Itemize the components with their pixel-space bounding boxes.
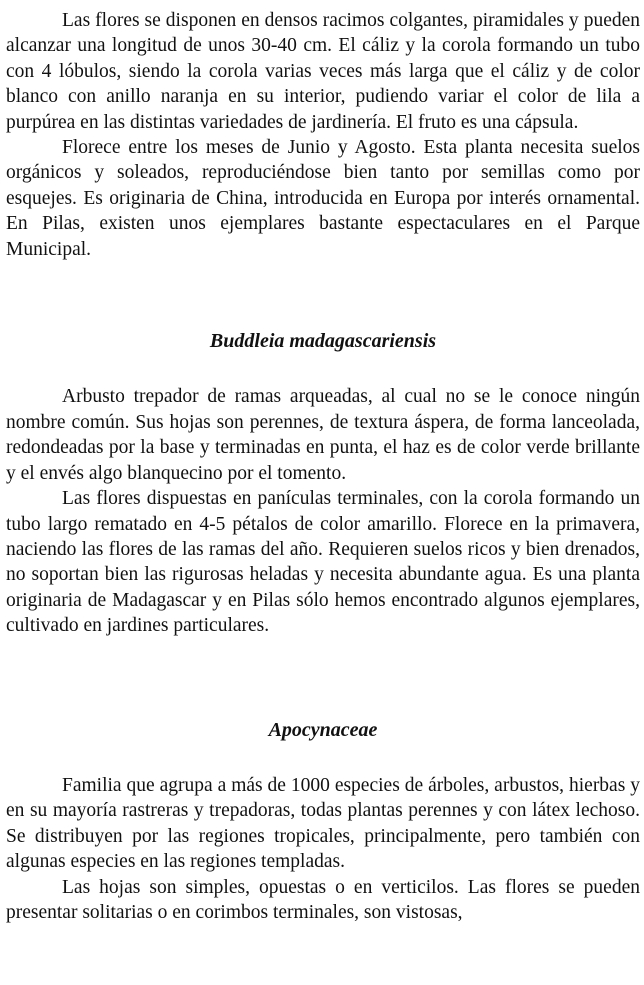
- body-paragraph: Las hojas son simples, opuestas o en verticilos. Las flores se pueden presentar solitarias o en corimbos terminales, son vistosas,: [6, 876, 640, 923]
- section-heading: Buddleia madagascariensis: [209, 330, 437, 353]
- document-page: [6, 8, 640, 925]
- body-paragraph: Familia que agrupa a más de 1000 especies de árboles, arbustos, hierbas y en su mayoría rastreras y trepadoras, todas plantas perennes y con látex lechoso. Se distribuyen por las regiones tropicales, principalmente, pero también con algunas especies en las regiones templadas.: [6, 774, 640, 873]
- body-paragraph: Las flores se disponen en densos racimos colgantes, piramidales y pueden alcanzar una longitud de unos 30-40 cm. El cáliz y la corola formando un tubo con 4 lóbulos, siendo la corola varias veces más larga que el cáliz y de color blanco con anillo naranja en su interior, pudiendo variar el color de lila a purpúrea en las distintas variedades de jardinería. El fruto es una cápsula.: [6, 10, 640, 133]
- body-paragraph: Arbusto trepador de ramas arqueadas, al cual no se le conoce ningún nombre común. Sus hojas son perennes, de textura áspera, de forma lanceolada, redondeadas por la base y terminadas en punta, el haz es de color verde brillante y el envés algo blanquecino por el tomento.: [6, 386, 640, 484]
- body-paragraph: Las flores dispuestas en panículas terminales, con la corola formando un tubo largo rematado en 4-5 pétalos de color amarillo. Florece en la primavera, naciendo las flores de las ramas del año. Requieren suelos ricos y bien drenados, no soportan bien las rigurosas heladas y necesita abundante agua. Es una planta originaria de Madagascar y en Pilas sólo hemos encontrado algunos ejemplares, cultivado en jardines particulares.: [6, 488, 640, 637]
- section-heading: Apocynaceae: [268, 718, 378, 741]
- body-paragraph: Florece entre los meses de Junio y Agosto. Esta planta necesita suelos orgánicos y soleados, reproduciéndose bien tanto por semillas como por esquejes. Es originaria de China, introducida en Europa por interés ornamental. En Pilas, existen unos ejemplares bastante espectaculares en el Parque Municipal.: [6, 137, 640, 260]
